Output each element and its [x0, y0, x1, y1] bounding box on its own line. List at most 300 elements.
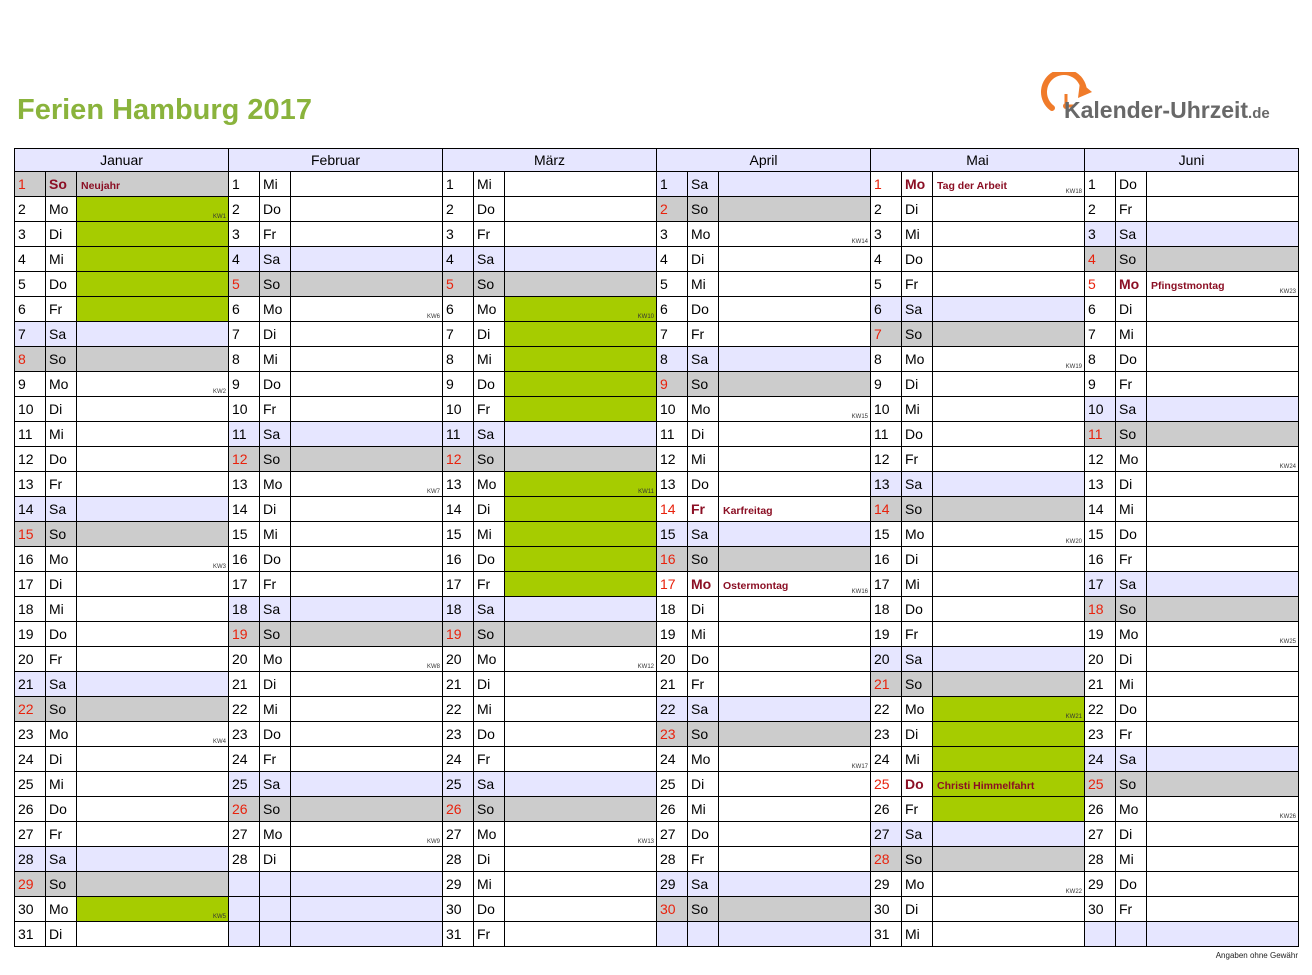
- day-row: [656, 297, 871, 322]
- day-row: [656, 772, 871, 797]
- day-row: [870, 522, 1085, 547]
- day-row: [442, 472, 657, 497]
- weekday: Mo: [45, 897, 76, 922]
- weekday: Mi: [687, 797, 718, 822]
- day-row: [442, 522, 657, 547]
- day-row: [656, 722, 871, 747]
- day-note: [932, 897, 1085, 922]
- day-number: 24: [14, 747, 45, 772]
- day-row: [1084, 797, 1299, 822]
- day-row: [442, 172, 657, 197]
- day-number: 26: [14, 797, 45, 822]
- day-number: 17: [14, 572, 45, 597]
- weekday: Mi: [1115, 672, 1146, 697]
- weekday: Mi: [473, 347, 504, 372]
- day-number: 4: [442, 247, 473, 272]
- day-number: 13: [656, 472, 687, 497]
- day-number: 14: [228, 497, 259, 522]
- day-number: 9: [870, 372, 901, 397]
- day-note: [1146, 272, 1299, 297]
- weekday: Mo: [259, 822, 290, 847]
- day-number: 25: [442, 772, 473, 797]
- day-note: [718, 172, 871, 197]
- weekday: So: [45, 872, 76, 897]
- day-note: [718, 647, 871, 672]
- day-row: [656, 922, 871, 947]
- day-row: [14, 822, 229, 847]
- day-row: [442, 822, 657, 847]
- day-number: 14: [656, 497, 687, 522]
- day-row: [442, 347, 657, 372]
- day-number: 12: [14, 447, 45, 472]
- day-number: 9: [228, 372, 259, 397]
- day-row: [14, 197, 229, 222]
- day-note: [932, 722, 1085, 747]
- day-number: 3: [228, 222, 259, 247]
- weekday: Sa: [45, 847, 76, 872]
- day-number: 7: [656, 322, 687, 347]
- weekday: Mo: [901, 172, 932, 197]
- day-note: [1146, 222, 1299, 247]
- day-note: [718, 322, 871, 347]
- day-row: [1084, 672, 1299, 697]
- day-number: 12: [228, 447, 259, 472]
- day-row: [1084, 772, 1299, 797]
- day-note: [290, 622, 443, 647]
- day-note: [1146, 422, 1299, 447]
- day-number: 4: [870, 247, 901, 272]
- day-note: [504, 297, 657, 322]
- day-note: [290, 322, 443, 347]
- weekday: Sa: [1115, 747, 1146, 772]
- day-note: [932, 797, 1085, 822]
- weekday: Mi: [259, 522, 290, 547]
- day-row: [442, 847, 657, 872]
- weekday: Mo: [1115, 447, 1146, 472]
- weekday: So: [473, 622, 504, 647]
- day-number: 17: [870, 572, 901, 597]
- weekday: Mi: [45, 772, 76, 797]
- weekday: Di: [901, 897, 932, 922]
- day-number: 20: [656, 647, 687, 672]
- weekday: So: [1115, 247, 1146, 272]
- week-number: KW23: [1279, 289, 1296, 295]
- day-row: [228, 797, 443, 822]
- day-row: [442, 197, 657, 222]
- weekday: Do: [45, 622, 76, 647]
- weekday: Do: [473, 372, 504, 397]
- day-number: 24: [656, 747, 687, 772]
- day-number: 28: [228, 847, 259, 872]
- weekday: Di: [45, 572, 76, 597]
- weekday: Do: [1115, 697, 1146, 722]
- week-number: KW3: [212, 564, 226, 570]
- day-number: [1084, 922, 1115, 947]
- weekday: Do: [259, 372, 290, 397]
- day-note: [932, 472, 1085, 497]
- day-number: 11: [656, 422, 687, 447]
- day-number: 25: [656, 772, 687, 797]
- weekday: Fr: [1115, 722, 1146, 747]
- day-number: 20: [870, 647, 901, 672]
- day-note: [1146, 647, 1299, 672]
- day-number: 30: [656, 897, 687, 922]
- day-row: [228, 222, 443, 247]
- day-note: [1146, 847, 1299, 872]
- weekday: [687, 922, 718, 947]
- weekday: So: [45, 347, 76, 372]
- week-number: KW20: [1065, 539, 1082, 545]
- day-row: [228, 547, 443, 572]
- week-number: KW7: [426, 489, 440, 495]
- weekday: Sa: [1115, 222, 1146, 247]
- day-number: 8: [1084, 347, 1115, 372]
- day-note: [718, 697, 871, 722]
- day-note: [504, 322, 657, 347]
- weekday: Do: [687, 647, 718, 672]
- day-row: [14, 772, 229, 797]
- day-number: 13: [14, 472, 45, 497]
- weekday: Fr: [259, 397, 290, 422]
- day-note: [718, 572, 871, 597]
- weekday: So: [687, 897, 718, 922]
- day-row: [14, 722, 229, 747]
- day-row: [442, 322, 657, 347]
- day-note: [290, 722, 443, 747]
- day-number: [228, 897, 259, 922]
- day-number: 23: [14, 722, 45, 747]
- day-note: [290, 547, 443, 572]
- weekday: Do: [901, 247, 932, 272]
- weekday: Di: [45, 747, 76, 772]
- day-number: 7: [870, 322, 901, 347]
- day-number: 26: [228, 797, 259, 822]
- day-number: 1: [1084, 172, 1115, 197]
- month-header: Juni: [1084, 148, 1299, 172]
- day-row: [228, 422, 443, 447]
- day-number: 25: [870, 772, 901, 797]
- day-number: 13: [870, 472, 901, 497]
- weekday: Sa: [259, 422, 290, 447]
- day-note: [1146, 522, 1299, 547]
- day-note: [290, 772, 443, 797]
- weekday: So: [687, 722, 718, 747]
- day-row: [442, 247, 657, 272]
- day-note: [290, 297, 443, 322]
- calendar-grid: [14, 148, 1299, 947]
- day-note: [1146, 372, 1299, 397]
- day-number: 29: [14, 872, 45, 897]
- day-number: 12: [1084, 447, 1115, 472]
- weekday: Fr: [901, 272, 932, 297]
- day-row: [442, 372, 657, 397]
- weekday: Sa: [687, 872, 718, 897]
- weekday: Di: [901, 372, 932, 397]
- day-note: [1146, 747, 1299, 772]
- day-row: [1084, 747, 1299, 772]
- weekday: Sa: [259, 247, 290, 272]
- day-row: [14, 747, 229, 772]
- day-number: 27: [1084, 822, 1115, 847]
- weekday: Do: [1115, 522, 1146, 547]
- day-number: 20: [228, 647, 259, 672]
- day-row: [1084, 897, 1299, 922]
- day-number: 27: [14, 822, 45, 847]
- day-number: 28: [1084, 847, 1115, 872]
- day-row: [1084, 297, 1299, 322]
- day-number: 19: [442, 622, 473, 647]
- day-number: 25: [228, 772, 259, 797]
- day-note: [718, 447, 871, 472]
- day-number: 14: [870, 497, 901, 522]
- day-row: [870, 897, 1085, 922]
- week-number: KW26: [1279, 814, 1296, 820]
- day-note: [504, 622, 657, 647]
- day-note: [290, 447, 443, 472]
- day-note: [1146, 597, 1299, 622]
- weekday: Mo: [687, 222, 718, 247]
- day-note: [504, 447, 657, 472]
- day-number: 18: [14, 597, 45, 622]
- day-row: [656, 497, 871, 522]
- weekday: Do: [901, 422, 932, 447]
- day-row: [1084, 397, 1299, 422]
- day-number: 26: [870, 797, 901, 822]
- day-row: [14, 522, 229, 547]
- weekday: Sa: [45, 497, 76, 522]
- weekday: So: [687, 547, 718, 572]
- day-note: [504, 197, 657, 222]
- day-row: [228, 172, 443, 197]
- month-header: Januar: [14, 148, 229, 172]
- day-number: 5: [442, 272, 473, 297]
- day-note: [718, 197, 871, 222]
- day-note: [718, 722, 871, 747]
- day-number: 24: [870, 747, 901, 772]
- day-number: 29: [1084, 872, 1115, 897]
- day-row: [656, 672, 871, 697]
- day-note: [504, 822, 657, 847]
- day-row: [656, 547, 871, 572]
- day-row: [14, 547, 229, 572]
- day-row: [14, 672, 229, 697]
- day-note: [290, 422, 443, 447]
- day-number: 11: [442, 422, 473, 447]
- day-note: [76, 747, 229, 772]
- weekday: Do: [473, 547, 504, 572]
- week-number: KW21: [1065, 714, 1082, 720]
- day-note: [932, 822, 1085, 847]
- day-note: [76, 372, 229, 397]
- day-row: [1084, 347, 1299, 372]
- weekday: So: [259, 622, 290, 647]
- day-number: 14: [14, 497, 45, 522]
- day-row: [870, 172, 1085, 197]
- day-row: [14, 922, 229, 947]
- day-number: 8: [656, 347, 687, 372]
- brand-logo[interactable]: [1040, 72, 1302, 134]
- day-number: 19: [656, 622, 687, 647]
- day-row: [442, 922, 657, 947]
- day-number: 17: [442, 572, 473, 597]
- day-row: [870, 447, 1085, 472]
- day-note: [718, 222, 871, 247]
- day-note: [718, 622, 871, 647]
- day-row: [228, 772, 443, 797]
- day-note: [76, 772, 229, 797]
- weekday: Mi: [687, 622, 718, 647]
- day-number: 2: [1084, 197, 1115, 222]
- day-number: 22: [14, 697, 45, 722]
- day-number: 21: [656, 672, 687, 697]
- month-header: April: [656, 148, 871, 172]
- day-number: 7: [228, 322, 259, 347]
- logo-main: Kalender-Uhrzeit: [1064, 97, 1249, 123]
- day-row: [870, 322, 1085, 347]
- day-note: [76, 422, 229, 447]
- day-note: [1146, 547, 1299, 572]
- day-row: [1084, 372, 1299, 397]
- holiday-label: Neujahr: [81, 180, 121, 192]
- day-row: [1084, 697, 1299, 722]
- day-note: [504, 597, 657, 622]
- day-row: [228, 322, 443, 347]
- weekday: Mi: [473, 872, 504, 897]
- weekday: Di: [687, 422, 718, 447]
- day-note: [1146, 772, 1299, 797]
- day-number: 12: [870, 447, 901, 472]
- day-row: [442, 397, 657, 422]
- day-row: [1084, 272, 1299, 297]
- week-number: KW13: [637, 839, 654, 845]
- day-row: [442, 272, 657, 297]
- day-number: 1: [14, 172, 45, 197]
- weekday: Do: [687, 297, 718, 322]
- weekday: So: [1115, 422, 1146, 447]
- weekday: Di: [45, 222, 76, 247]
- day-number: 2: [870, 197, 901, 222]
- week-number: KW9: [426, 839, 440, 845]
- day-row: [656, 797, 871, 822]
- weekday: Do: [687, 822, 718, 847]
- day-note: [718, 372, 871, 397]
- day-number: 5: [228, 272, 259, 297]
- month-header: Mai: [870, 148, 1085, 172]
- day-note: [76, 922, 229, 947]
- day-row: [14, 472, 229, 497]
- day-row: [656, 372, 871, 397]
- day-note: [290, 872, 443, 897]
- day-number: 7: [442, 322, 473, 347]
- day-row: [870, 797, 1085, 822]
- weekday: Di: [687, 772, 718, 797]
- day-row: [870, 697, 1085, 722]
- day-number: 28: [14, 847, 45, 872]
- day-row: [870, 472, 1085, 497]
- day-row: [14, 447, 229, 472]
- day-number: [228, 872, 259, 897]
- weekday: Mi: [1115, 322, 1146, 347]
- day-note: [718, 522, 871, 547]
- day-row: [870, 197, 1085, 222]
- day-note: [718, 772, 871, 797]
- weekday: Sa: [45, 672, 76, 697]
- day-note: [932, 647, 1085, 672]
- day-note: [718, 497, 871, 522]
- day-row: [228, 697, 443, 722]
- day-note: [504, 397, 657, 422]
- weekday: Do: [901, 597, 932, 622]
- month-header: Februar: [228, 148, 443, 172]
- day-number: 16: [870, 547, 901, 572]
- day-number: 22: [870, 697, 901, 722]
- day-number: 1: [228, 172, 259, 197]
- day-row: [14, 322, 229, 347]
- day-number: 31: [442, 922, 473, 947]
- week-number: KW12: [637, 664, 654, 670]
- weekday: Mi: [45, 422, 76, 447]
- day-number: 27: [228, 822, 259, 847]
- day-row: [228, 472, 443, 497]
- day-note: [718, 897, 871, 922]
- day-number: 9: [14, 372, 45, 397]
- day-number: 4: [656, 247, 687, 272]
- day-note: [932, 347, 1085, 372]
- day-row: [1084, 322, 1299, 347]
- weekday: Di: [1115, 822, 1146, 847]
- day-row: [1084, 722, 1299, 747]
- day-note: [504, 347, 657, 372]
- day-note: [290, 747, 443, 772]
- day-note: [718, 247, 871, 272]
- day-row: [14, 647, 229, 672]
- day-number: 6: [656, 297, 687, 322]
- day-note: [932, 397, 1085, 422]
- day-note: [718, 872, 871, 897]
- day-number: 18: [228, 597, 259, 622]
- day-note: [76, 672, 229, 697]
- weekday: So: [45, 697, 76, 722]
- day-row: [1084, 197, 1299, 222]
- weekday: Do: [259, 722, 290, 747]
- day-note: [290, 472, 443, 497]
- day-note: [1146, 397, 1299, 422]
- day-note: [718, 472, 871, 497]
- day-number: 13: [442, 472, 473, 497]
- weekday: Di: [687, 247, 718, 272]
- day-row: [656, 472, 871, 497]
- day-note: [504, 672, 657, 697]
- day-row: [1084, 547, 1299, 572]
- month-header: März: [442, 148, 657, 172]
- weekday: Do: [473, 897, 504, 922]
- day-row: [228, 872, 443, 897]
- day-note: [504, 172, 657, 197]
- weekday: Fr: [259, 222, 290, 247]
- day-row: [14, 347, 229, 372]
- day-row: [442, 222, 657, 247]
- day-note: [932, 422, 1085, 447]
- day-note: [290, 522, 443, 547]
- weekday: Mi: [473, 172, 504, 197]
- day-note: [1146, 297, 1299, 322]
- weekday: Fr: [1115, 897, 1146, 922]
- day-row: [870, 722, 1085, 747]
- day-row: [870, 497, 1085, 522]
- logo-tld: .de: [1248, 105, 1270, 122]
- day-note: [504, 897, 657, 922]
- day-row: [14, 572, 229, 597]
